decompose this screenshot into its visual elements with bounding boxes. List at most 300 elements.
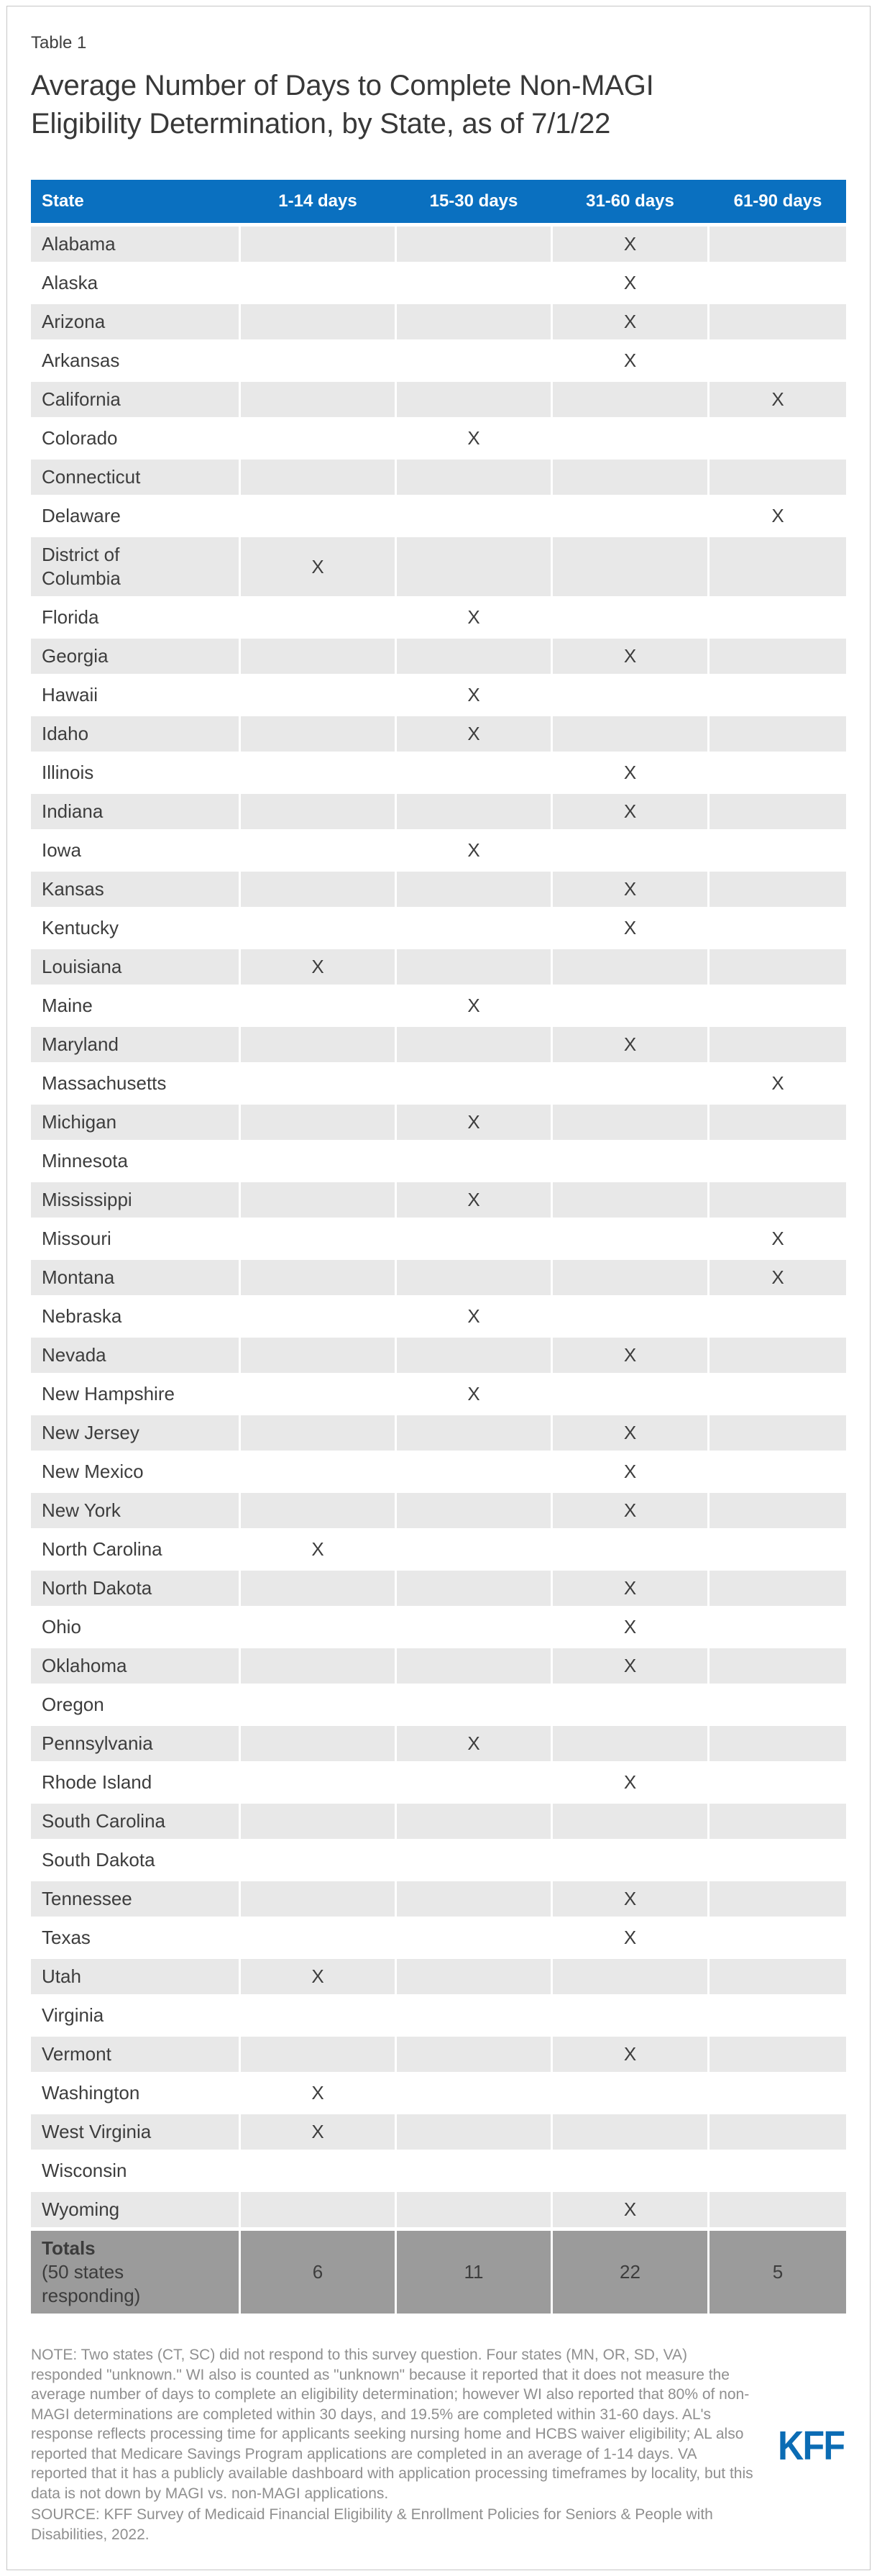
state-cell [31, 1804, 239, 1839]
state-cell [31, 1648, 239, 1684]
empty-cell [710, 1532, 846, 1567]
state-name: Georgia [42, 645, 109, 667]
table-row [31, 1299, 846, 1334]
table-row [31, 1454, 846, 1489]
empty-cell [397, 2037, 551, 2072]
state-name: Vermont [42, 2043, 111, 2065]
empty-cell [553, 1143, 707, 1179]
table-row [31, 498, 846, 534]
empty-cell [710, 343, 846, 378]
mark-cell: X [553, 2037, 707, 2072]
empty-cell [241, 2153, 395, 2188]
state-cell [31, 677, 239, 713]
empty-cell [397, 343, 551, 378]
empty-cell [397, 1260, 551, 1295]
table-row [31, 304, 846, 339]
mark-cell: X [241, 949, 395, 985]
mark-cell: X [553, 1415, 707, 1451]
empty-cell [553, 2153, 707, 2188]
state-name: Alabama [42, 233, 116, 255]
state-cell [31, 1143, 239, 1179]
state-name: Pennsylvania [42, 1732, 153, 1754]
empty-cell [710, 988, 846, 1023]
empty-cell [553, 1299, 707, 1334]
state-cell [31, 1609, 239, 1645]
empty-cell [241, 677, 395, 713]
totals-label-cell [31, 2231, 239, 2314]
empty-cell [397, 1804, 551, 1839]
state-cell [31, 1299, 239, 1334]
empty-cell [397, 2114, 551, 2150]
state-name: New York [42, 1499, 121, 1521]
empty-cell [710, 1648, 846, 1684]
empty-cell [397, 460, 551, 495]
table-row [31, 1221, 846, 1256]
empty-cell [710, 227, 846, 262]
mark-cell: X [710, 1260, 846, 1295]
empty-cell [553, 1221, 707, 1256]
empty-cell [241, 498, 395, 534]
table-row [31, 2037, 846, 2072]
empty-cell [553, 1959, 707, 1994]
state-name: Illinois [42, 762, 94, 783]
empty-cell [397, 1842, 551, 1878]
empty-cell [553, 1260, 707, 1295]
table-row [31, 1920, 846, 1955]
table-row [31, 1571, 846, 1606]
state-cell [31, 1842, 239, 1878]
empty-cell [397, 794, 551, 829]
mark-cell: X [311, 1538, 324, 1560]
state-cell [31, 1532, 239, 1567]
table-row [31, 600, 846, 635]
state-cell [31, 1493, 239, 1528]
empty-cell [710, 2114, 846, 2150]
state-cell [31, 304, 239, 339]
state-name: Oklahoma [42, 1655, 127, 1676]
table-row [31, 382, 846, 417]
empty-cell [397, 2153, 551, 2188]
empty-cell [397, 304, 551, 339]
empty-cell [241, 1260, 395, 1295]
empty-cell [710, 304, 846, 339]
empty-cell [241, 1143, 395, 1179]
state-cell [31, 639, 239, 674]
table-row [31, 1532, 846, 1567]
state-cell [31, 1726, 239, 1761]
table-row [31, 1493, 846, 1528]
empty-cell [553, 1105, 707, 1140]
mark-cell: X [623, 1927, 637, 1948]
empty-cell [241, 1609, 395, 1645]
empty-cell [241, 1105, 395, 1140]
state-cell [31, 382, 239, 417]
empty-cell [397, 639, 551, 674]
state-cell [31, 1454, 239, 1489]
mark-cell: X [241, 1959, 395, 1994]
mark-cell: X [553, 1648, 707, 1684]
empty-cell [710, 421, 846, 456]
empty-cell [553, 988, 707, 1023]
table-row [31, 872, 846, 907]
empty-cell [241, 343, 395, 378]
empty-cell [397, 1687, 551, 1722]
empty-cell [397, 1920, 551, 1955]
empty-cell [553, 949, 707, 985]
empty-cell [710, 1415, 846, 1451]
empty-cell [241, 910, 395, 946]
totals-label: Totals [42, 2237, 96, 2259]
empty-cell [241, 1881, 395, 1917]
empty-cell [710, 677, 846, 713]
state-cell [31, 600, 239, 635]
mark-cell: X [397, 1182, 551, 1218]
empty-cell [397, 1571, 551, 1606]
mark-cell: X [397, 1105, 551, 1140]
table-row [31, 755, 846, 790]
mark-cell: X [553, 1493, 707, 1528]
empty-cell [553, 1532, 707, 1567]
mark-cell: X [623, 272, 637, 293]
state-name: West Virginia [42, 2121, 152, 2142]
table-row [31, 1959, 846, 1994]
table-row [31, 1105, 846, 1140]
table-row [31, 1260, 846, 1295]
empty-cell [710, 1998, 846, 2033]
mark-cell: X [771, 1072, 784, 1094]
state-name: Florida [42, 606, 99, 628]
empty-cell [710, 755, 846, 790]
empty-cell [241, 755, 395, 790]
empty-cell [710, 872, 846, 907]
mark-cell: X [553, 872, 707, 907]
table-row [31, 1842, 846, 1878]
empty-cell [710, 949, 846, 985]
mark-cell: X [467, 1305, 480, 1327]
empty-cell [553, 460, 707, 495]
empty-cell [397, 537, 551, 596]
empty-cell [553, 1726, 707, 1761]
empty-cell [710, 1571, 846, 1606]
page-title: Average Number of Days to Complete Non-MAGI Eligibility Determination, by State, as of 7/1/22 [31, 70, 654, 140]
table-row [31, 1765, 846, 1800]
empty-cell [710, 265, 846, 301]
empty-cell [241, 1687, 395, 1722]
empty-cell [241, 1338, 395, 1373]
card-content [7, 33, 870, 2544]
kff-logo: KFF [778, 2423, 845, 2469]
table-header-row [31, 180, 846, 223]
state-cell [31, 1027, 239, 1062]
mark-cell: X [467, 839, 480, 861]
empty-cell [241, 639, 395, 674]
empty-cell [553, 421, 707, 456]
totals-row [31, 2231, 846, 2314]
table-body [31, 227, 846, 2227]
mark-cell: X [241, 2114, 395, 2150]
empty-cell [553, 600, 707, 635]
state-cell [31, 343, 239, 378]
state-name: District of Columbia [42, 544, 121, 589]
state-cell [31, 1338, 239, 1373]
state-name: Iowa [42, 839, 81, 861]
column-header-15-30-days: 15-30 days [429, 191, 518, 211]
mark-cell: X [553, 2192, 707, 2227]
eligibility-table [31, 180, 846, 2314]
mark-cell: X [553, 794, 707, 829]
state-cell [31, 1376, 239, 1412]
mark-cell: X [623, 762, 637, 783]
mark-cell: X [553, 639, 707, 674]
state-cell [31, 2192, 239, 2227]
state-name: Wisconsin [42, 2160, 127, 2181]
state-name: New Jersey [42, 1422, 139, 1443]
empty-cell [241, 1376, 395, 1412]
empty-cell [710, 1842, 846, 1878]
totals-value-1-14: 6 [241, 2231, 395, 2314]
totals-value-15-30: 11 [397, 2231, 551, 2314]
empty-cell [397, 1959, 551, 1994]
state-cell [31, 2037, 239, 2072]
empty-cell [710, 1765, 846, 1800]
table-row [31, 794, 846, 829]
empty-cell [397, 755, 551, 790]
empty-cell [710, 2192, 846, 2227]
mark-cell: X [710, 382, 846, 417]
state-cell [31, 1066, 239, 1101]
totals-value-31-60: 22 [553, 2231, 707, 2314]
state-cell [31, 949, 239, 985]
empty-cell [710, 600, 846, 635]
table-row [31, 2192, 846, 2227]
table-row [31, 1066, 846, 1101]
empty-cell [397, 910, 551, 946]
empty-cell [710, 1105, 846, 1140]
table-row [31, 1376, 846, 1412]
empty-cell [241, 382, 395, 417]
empty-cell [397, 227, 551, 262]
empty-cell [710, 716, 846, 752]
column-header-61-90-days: 61-90 days [733, 191, 822, 211]
state-name: Colorado [42, 427, 118, 449]
state-cell [31, 1260, 239, 1295]
state-name: Maine [42, 995, 93, 1016]
mark-cell: X [553, 1338, 707, 1373]
empty-cell [397, 2192, 551, 2227]
state-name: Tennessee [42, 1888, 132, 1909]
state-name: Kentucky [42, 917, 119, 938]
mark-cell: X [467, 606, 480, 628]
empty-cell [241, 1454, 395, 1489]
empty-cell [710, 2075, 846, 2111]
empty-cell [710, 537, 846, 596]
mark-cell: X [467, 1383, 480, 1405]
table-row [31, 988, 846, 1023]
state-cell [31, 2075, 239, 2111]
table-row [31, 1881, 846, 1917]
state-cell [31, 421, 239, 456]
table-label: Table 1 [31, 33, 87, 52]
table-row [31, 537, 846, 596]
empty-cell [241, 988, 395, 1023]
empty-cell [710, 2153, 846, 2188]
state-cell [31, 794, 239, 829]
table-row [31, 949, 846, 985]
empty-cell [553, 2075, 707, 2111]
state-name: Delaware [42, 505, 121, 526]
empty-cell [397, 1454, 551, 1489]
table-row [31, 2075, 846, 2111]
empty-cell [710, 639, 846, 674]
empty-cell [710, 1959, 846, 1994]
empty-cell [397, 1609, 551, 1645]
table-source: SOURCE: KFF Survey of Medicaid Financial Eligibility & Enrollment Policies for Seniors & People with Disabilities, 2022. [31, 2506, 713, 2543]
mark-cell: X [397, 1726, 551, 1761]
state-name: Utah [42, 1965, 81, 1987]
empty-cell [241, 716, 395, 752]
table-row [31, 1182, 846, 1218]
state-name: Nevada [42, 1344, 106, 1366]
column-header-31-60-days: 31-60 days [586, 191, 674, 211]
empty-cell [710, 1454, 846, 1489]
state-cell [31, 1959, 239, 1994]
table-row [31, 1804, 846, 1839]
state-name: Idaho [42, 723, 89, 744]
state-cell [31, 537, 239, 596]
state-name: South Carolina [42, 1810, 165, 1832]
empty-cell [553, 498, 707, 534]
empty-cell [397, 1532, 551, 1567]
empty-cell [241, 227, 395, 262]
empty-cell [710, 460, 846, 495]
state-name: South Dakota [42, 1849, 155, 1871]
empty-cell [397, 949, 551, 985]
state-cell [31, 1221, 239, 1256]
state-name: Montana [42, 1266, 115, 1288]
empty-cell [241, 1765, 395, 1800]
state-name: California [42, 388, 121, 410]
state-cell [31, 498, 239, 534]
state-name: Maryland [42, 1033, 119, 1055]
table-row [31, 1687, 846, 1722]
empty-cell [397, 265, 551, 301]
table-row [31, 1726, 846, 1761]
mark-cell: X [311, 2082, 324, 2104]
table-note: NOTE: Two states (CT, SC) did not respond to this survey question. Four states (MN, OR, SD, VA) responded "unknown." WI also is counted as "unknown" because it reported that it does not measure the average number of days to complete an eligibility determination; however WI also reported that 80% of non-MAGI determinations are completed within 30 days, and 19.5% are completed within 31-60 days. AL's response reflects processing time for applicants seeking nursing home and HCBS waiver eligibility; AL also reported that Medicare Savings Program applications are completed in an average of 1-14 days. VA reported that it has a publicly available dashboard with application processing timeframes by locality, but this data is not down by MAGI vs. non-MAGI applications. [31, 2347, 753, 2502]
state-name: Rhode Island [42, 1771, 152, 1793]
empty-cell [710, 794, 846, 829]
state-name: Virginia [42, 2004, 104, 2026]
empty-cell [553, 1376, 707, 1412]
empty-cell [710, 1687, 846, 1722]
state-cell [31, 1105, 239, 1140]
state-name: Louisiana [42, 956, 122, 977]
state-name: North Carolina [42, 1538, 162, 1560]
table-row [31, 265, 846, 301]
state-name: Indiana [42, 800, 104, 822]
empty-cell [241, 1415, 395, 1451]
empty-cell [241, 1299, 395, 1334]
table-row [31, 1415, 846, 1451]
mark-cell: X [467, 684, 480, 705]
empty-cell [241, 1571, 395, 1606]
state-name: Nebraska [42, 1305, 122, 1327]
empty-cell [397, 1221, 551, 1256]
state-cell [31, 1687, 239, 1722]
empty-cell [553, 537, 707, 596]
empty-cell [241, 1920, 395, 1955]
mark-cell: X [771, 1228, 784, 1249]
mark-cell: X [623, 1461, 637, 1482]
empty-cell [710, 1143, 846, 1179]
state-cell [31, 1920, 239, 1955]
empty-cell [241, 1726, 395, 1761]
empty-cell [241, 833, 395, 868]
empty-cell [710, 833, 846, 868]
empty-cell [710, 1376, 846, 1412]
empty-cell [553, 677, 707, 713]
mark-cell: X [241, 537, 395, 596]
empty-cell [710, 1027, 846, 1062]
state-cell [31, 910, 239, 946]
empty-cell [553, 2114, 707, 2150]
mark-cell: X [553, 1571, 707, 1606]
empty-cell [241, 460, 395, 495]
state-name: Massachusetts [42, 1072, 167, 1094]
state-cell [31, 1998, 239, 2033]
table-card [6, 6, 871, 2570]
state-name: Hawaii [42, 684, 98, 705]
table-row [31, 677, 846, 713]
empty-cell [710, 1920, 846, 1955]
state-name: Arkansas [42, 350, 120, 371]
empty-cell [241, 1998, 395, 2033]
empty-cell [397, 1765, 551, 1800]
state-name: Mississippi [42, 1189, 132, 1210]
mark-cell: X [623, 917, 637, 938]
empty-cell [241, 872, 395, 907]
table-row [31, 1609, 846, 1645]
empty-cell [241, 1066, 395, 1101]
empty-cell [397, 1881, 551, 1917]
table-row [31, 2114, 846, 2150]
empty-cell [241, 2192, 395, 2227]
empty-cell [710, 1881, 846, 1917]
table-row [31, 343, 846, 378]
state-name: Connecticut [42, 466, 141, 488]
empty-cell [710, 1338, 846, 1373]
mark-cell: X [397, 716, 551, 752]
empty-cell [553, 1804, 707, 1839]
state-cell [31, 460, 239, 495]
empty-cell [241, 2037, 395, 2072]
empty-cell [241, 1842, 395, 1878]
state-name: New Mexico [42, 1461, 144, 1482]
mark-cell: X [623, 1771, 637, 1793]
table-row [31, 460, 846, 495]
mark-cell: X [467, 995, 480, 1016]
table-row [31, 716, 846, 752]
state-name: Minnesota [42, 1150, 128, 1171]
table-row [31, 421, 846, 456]
empty-cell [241, 265, 395, 301]
state-name: Washington [42, 2082, 140, 2104]
mark-cell: X [467, 427, 480, 449]
empty-cell [397, 1066, 551, 1101]
empty-cell [553, 1842, 707, 1878]
state-cell [31, 227, 239, 262]
table-row [31, 1143, 846, 1179]
